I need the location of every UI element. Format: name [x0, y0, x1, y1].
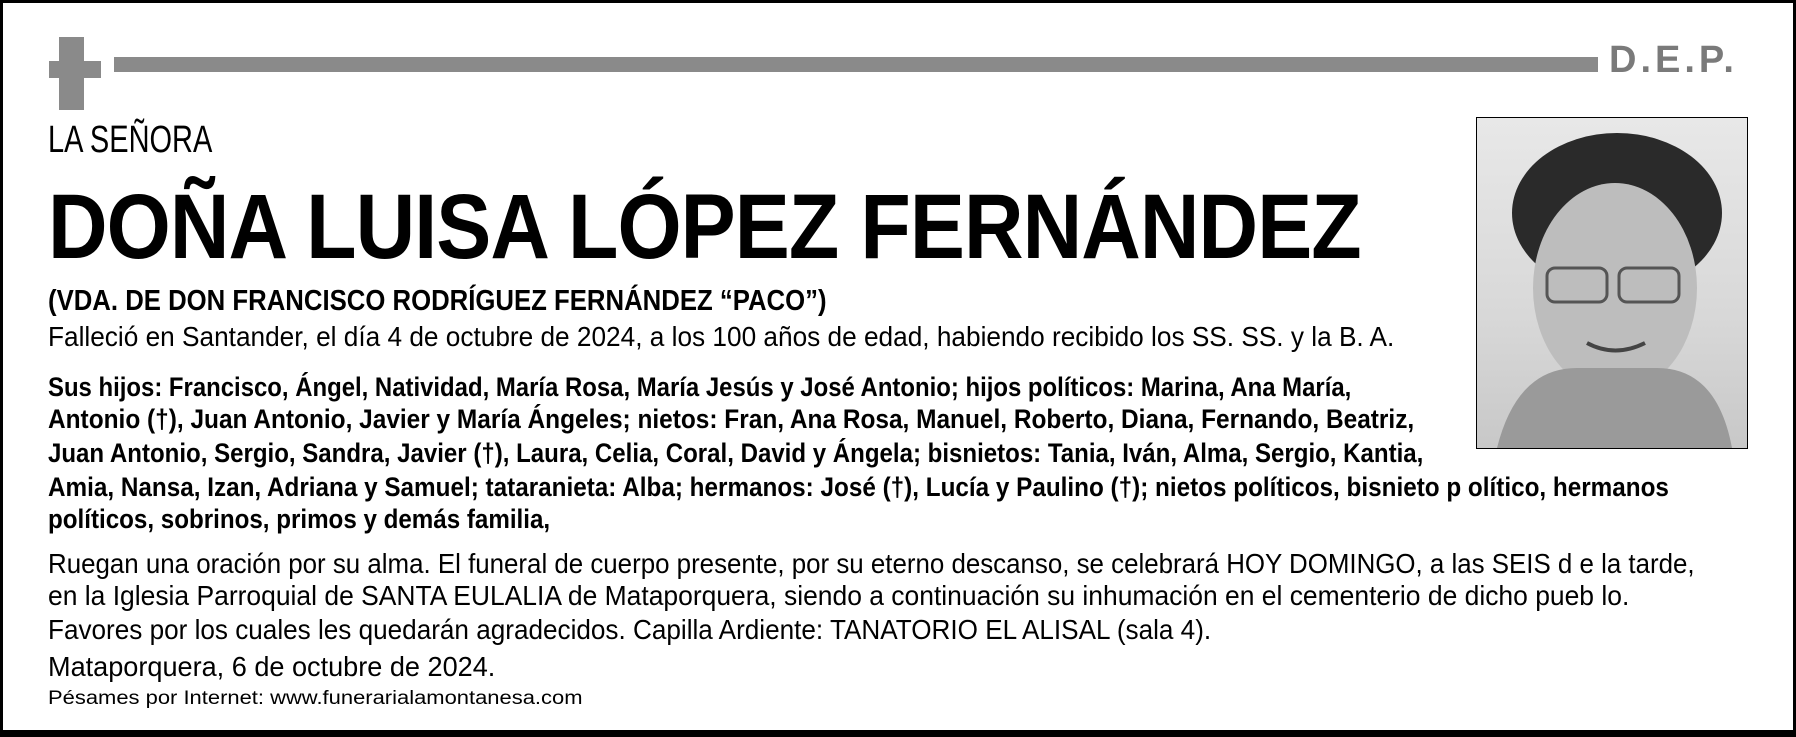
funeral-line: en la Iglesia Parroquial de SANTA EULALIA de Mataporquera, siendo a continuación su inhumación en el cementerio de dicho pueb lo.: [48, 580, 1630, 611]
cross-icon-arm: [49, 61, 101, 78]
portrait-illustration: [1477, 118, 1747, 448]
widow-of: (VDA. DE DON FRANCISCO RODRÍGUEZ FERNÁNDEZ “PACO”): [48, 285, 827, 317]
funeral-line: Ruegan una oración por su alma. El funeral de cuerpo presente, por su eterno descanso, se celebrará HOY DOMINGO, a las SEIS d e la tarde,: [48, 548, 1695, 579]
dep-label: D.E.P.: [1609, 39, 1738, 81]
death-notice: Falleció en Santander, el día 4 de octubre de 2024, a los 100 años de edad, habiendo recibido los SS. SS. y la B. A.: [48, 321, 1395, 352]
title-prefix: LA SEÑORA: [48, 119, 213, 161]
family-line: Sus hijos: Francisco, Ángel, Natividad, María Rosa, María Jesús y José Antonio; hijos políticos: Marina, Ana María,: [48, 372, 1352, 402]
funeral-line: Favores por los cuales les quedarán agradecidos. Capilla Ardiente: TANATORIO EL ALISAL (sala 4).: [48, 614, 1212, 645]
family-line: Amia, Nansa, Izan, Adriana y Samuel; tataranieta: Alba; hermanos: José (†), Lucía y Paulino (†); nietos políticos, bisnieto p olítico, hermanos: [48, 472, 1669, 502]
family-line: Antonio (†), Juan Antonio, Javier y María Ángeles; nietos: Fran, Ana Rosa, Manuel, Roberto, Diana, Fernando, Beatriz,: [48, 404, 1415, 434]
place-date: Mataporquera, 6 de octubre de 2024.: [48, 651, 496, 682]
family-line: políticos, sobrinos, primos y demás familia,: [48, 504, 551, 534]
header-rule: [114, 57, 1598, 72]
family-line: Juan Antonio, Sergio, Sandra, Javier (†), Laura, Celia, Coral, David y Ángela; bisnietos: Tania, Iván, Alma, Sergio, Kantia,: [48, 438, 1424, 468]
deceased-name: DOÑA LUISA LÓPEZ FERNÁNDEZ: [48, 176, 1361, 278]
condolences-link[interactable]: Pésames por Internet: www.funerarialamontanesa.com: [48, 688, 583, 709]
portrait-photo: [1476, 117, 1748, 449]
